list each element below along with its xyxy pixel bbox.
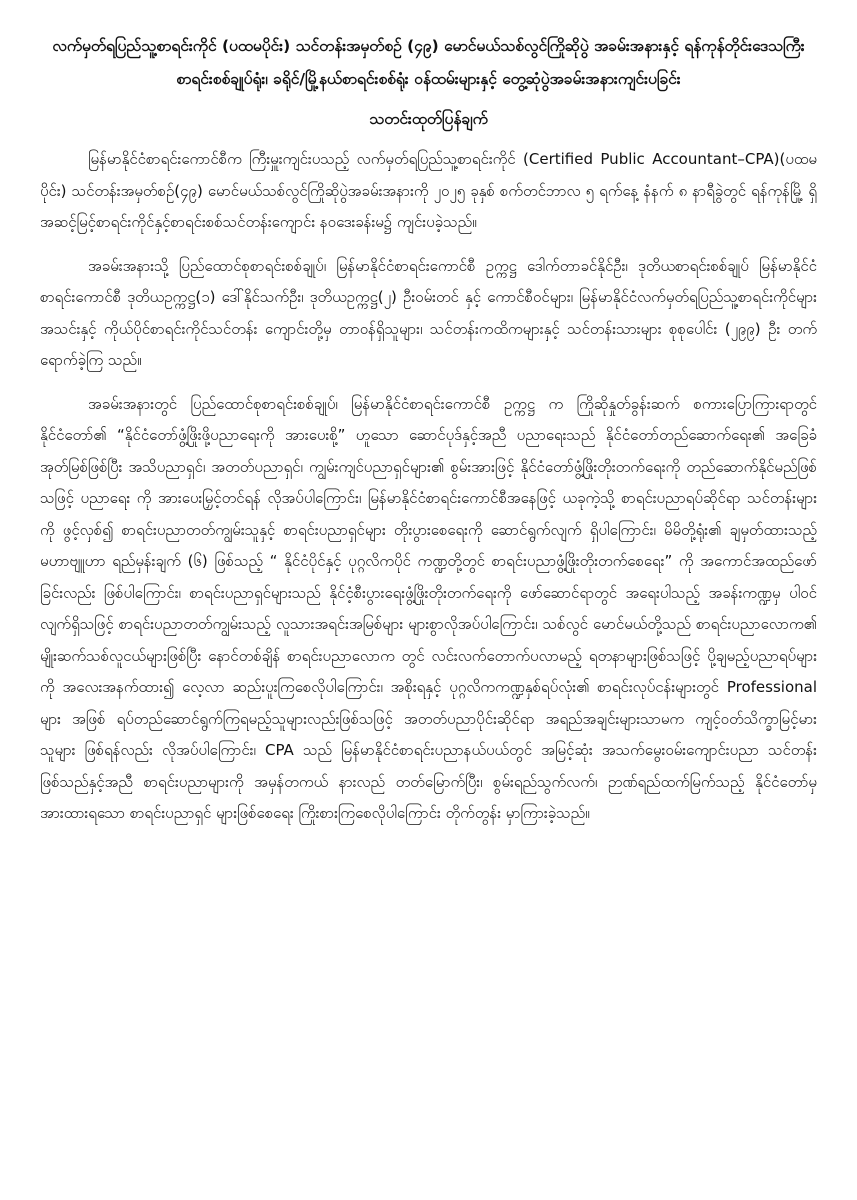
paragraph-2: အခမ်းအနားသို့ ပြည်ထောင်စုစာရင်းစစ်ချုပ်၊ မြန်မာနိုင်ငံစာရင်းကောင်စီ ဥက္ကဋ္ဌ ဒေါက်တာခင်နိုင်ဦး၊ ဒုတိယစာရင်းစစ်ချုပ် မြန်မာနိုင်ငံစာရင်းကောင်စီ ဒုတိယဥက္ကဋ္ဌ(၁) ဒေါ်နိုင်သက်ဦး၊ ဒုတိယဥက္ကဋ္ဌ(၂) ဦးဝမ်းတင် နှင့် ကောင်စီဝင်များ၊ မြန်မာနိုင်ငံလက်မှတ်ရပြည်သူ့စာရင်းကိုင်များအသင်းနှင့် ကိုယ်ပိုင်စာရင်းကိုင်သင်တန်း ကျောင်းတို့မှ တာဝန်ရှိသူများ၊ သင်တန်းကထိကများနှင့် သင်တန်းသားများ စုစုပေါင်း (၂၉၉) ဦး တက်ရောက်ခဲ့ကြ သည်။ xyxy=(40,256,817,369)
document-subtitle: သတင်းထုတ်ပြန်ချက် xyxy=(369,110,488,128)
paragraph-1: မြန်မာနိုင်ငံစာရင်းကောင်စီက ကြီးမှူးကျင်းပသည့် လက်မှတ်ရပြည်သူ့စာရင်းကိုင် (Certified Public Accountant–CPA)(ပထမပိုင်း) သင်တန်းအမှတ်စဉ်(၄၉) မောင်မယ်သစ်လွင်ကြိုဆိုပွဲအခမ်းအနားကို ၂၀၂၅ ခုနှစ် စက်တင်ဘာလ ၅ ရက်နေ့ နံနက် ၈ နာရီခွဲတွင် ရန်ကုန်မြို့ ရှိ အဆင့်မြင့်စာရင်းကိုင်နှင့်စာရင်းစစ်သင်တန်းကျောင်း နဝဒေးခန်းမ၌ ကျင်းပခဲ့သည်။ xyxy=(40,150,817,231)
paragraph-3: အခမ်းအနားတွင် ပြည်ထောင်စုစာရင်းစစ်ချုပ်၊ မြန်မာနိုင်ငံစာရင်းကောင်စီ ဥက္ကဋ္ဌ က ကြိုဆိုနှုတ်ခွန်းဆက် စကားပြောကြားရာတွင် နိုင်ငံတော်၏ “နိုင်ငံတော်ဖွံ့ဖြိုးဖို့ပညာရေးကို အားပေးစို့” ဟူသော ဆောင်ပုဒ်နှင့်အညီ ပညာရေးသည် နိုင်ငံတော်တည်ဆောက်ရေး၏ အခြေခံ အုတ်မြစ်ဖြစ်ပြီး အသိပညာရှင်၊ အတတ်ပညာရှင်၊ ကျွမ်းကျင်ပညာရှင်များ၏ စွမ်းအားဖြင့် နိုင်ငံတော်ဖွံ့ဖြိုးတိုးတက်ရေးကို တည်ဆောက်နိုင်မည်ဖြစ်သဖြင့် ပညာရေး ကို အားပေးမြှင့်တင်ရန် လိုအပ်ပါကြောင်း၊ မြန်မာနိုင်ငံစာရင်းကောင်စီအနေဖြင့် ယခုကဲ့သို့ စာရင်းပညာရပ်ဆိုင်ရာ သင်တန်းများကို ဖွင့်လှစ်၍ စာရင်းပညာတတ်ကျွမ်းသူနှင့် စာရင်းပညာရှင်များ တိုးပွားစေရေးကို ဆောင်ရွက်လျက် ရှိပါကြောင်း၊ မိမိတို့ရုံး၏ ချမှတ်ထားသည့် မဟာဗျူဟာ ရည်မှန်းချက် (၆) ဖြစ်သည့် “ နိုင်ငံပိုင်နှင့် ပုဂ္ဂလိကပိုင် ကဏ္ဍတို့တွင် စာရင်းပညာဖွံ့ဖြိုးတိုးတက်စေရေး” ကို အကောင်အထည်ဖော်ခြင်းလည်း ဖြစ်ပါကြောင်း၊ စာရင်းပညာရှင်များသည် နိုင်ငံ့စီးပွားရေးဖွံ့ဖြိုးတိုးတက်ရေးကို ဖော်ဆောင်ရာတွင် အရေးပါသည့် အခန်းကဏ္ဍမှ ပါဝင်လျက်ရှိသဖြင့် စာရင်းပညာတတ်ကျွမ်းသည့် လူသားအရင်းအမြစ်များ များစွာလိုအပ်ပါကြောင်း၊ သစ်လွင် မောင်မယ်တို့သည် စာရင်းပညာလောက၏ မျိုးဆက်သစ်လူငယ်များဖြစ်ပြီး နောင်တစ်ချိန် စာရင်းပညာလောက တွင် လင်းလက်တောက်ပလာမည့် ရတနာများဖြစ်သဖြင့် ပို့ချမည့်ပညာရပ်များကို အလေးအနက်ထား၍ လေ့လာ ဆည်းပူးကြစေလိုပါကြောင်း၊ အစိုးရနှင့် ပုဂ္ဂလိကကဏ္ဍနှစ်ရပ်လုံး၏ စာရင်းလုပ်ငန်းများတွင် Professional များ အဖြစ် ရပ်တည်ဆောင်ရွက်ကြရမည့်သူများလည်းဖြစ်သဖြင့် အတတ်ပညာပိုင်းဆိုင်ရာ အရည်အချင်းများသာမက ကျင့်ဝတ်သိက္ခာမြင့်မားသူများ ဖြစ်ရန်လည်း လိုအပ်ပါကြောင်း၊ CPA သည် မြန်မာနိုင်ငံစာရင်းပညာနယ်ပယ်တွင် အမြင့်ဆုံး အသက်မွေးဝမ်းကျောင်းပညာ သင်တန်းဖြစ်သည်နှင့်အညီ စာရင်းပညာများကို အမှန်တကယ် နားလည် တတ်မြောက်ပြီး၊ စွမ်းရည်သွက်လက်၊ ဉာဏ်ရည်ထက်မြက်သည့် နိုင်ငံတော်မှ အားထားရသော စာရင်းပညာရှင် များဖြစ်စေရေး ကြိုးစားကြစေလိုပါကြောင်း တိုက်တွန်း မှာကြားခဲ့သည်။ xyxy=(40,394,817,822)
document-title: လက်မှတ်ရပြည်သူ့စာရင်းကိုင် (ပထမပိုင်း) သင်တန်းအမှတ်စဉ် (၄၉) မောင်မယ်သစ်လွင်ကြိုဆိုပွဲ အခမ်းအနားနှင့် ရန်ကုန်တိုင်းဒေသကြီးစာရင်းစစ်ချုပ်ရုံး၊ ခရိုင်/မြို့နယ်စာရင်းစစ်ရုံး ဝန်ထမ်းများနှင့် တွေ့ဆုံပွဲအခမ်းအနားကျင်းပခြင်း xyxy=(52,37,805,88)
